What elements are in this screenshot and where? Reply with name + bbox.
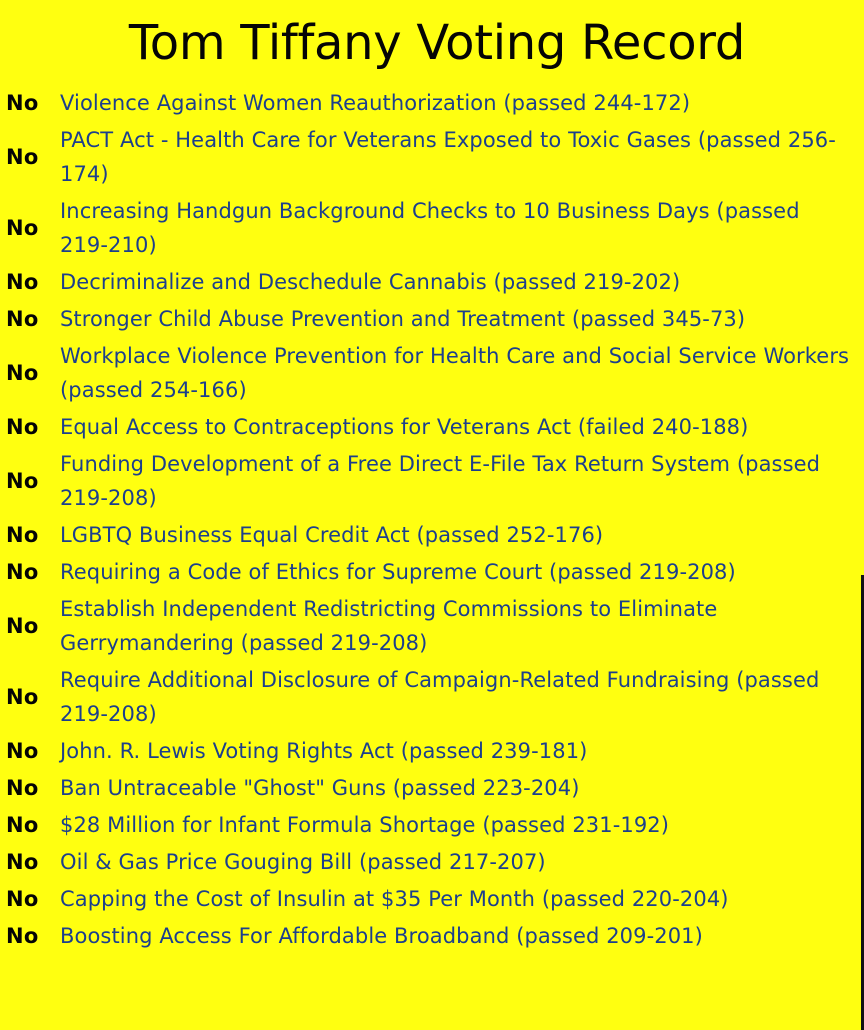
vote-label: No [6,306,39,331]
vote-row [0,263,864,300]
vote-row [0,337,864,408]
vote-label: No [6,684,39,709]
vote-label: No [6,849,39,874]
bill-description: Funding Development of a Free Direct E-File Tax Return System (passed 219-208) [60,451,821,510]
vote-row [0,553,864,590]
vote-label: No [6,738,39,763]
vote-row [0,880,864,917]
bill-description: Require Additional Disclosure of Campaign-Related Fundraising (passed 219-208) [60,667,820,726]
bill-description: Requiring a Code of Ethics for Supreme Court (passed 219-208) [60,559,736,584]
vote-label: No [6,414,39,439]
vote-label: No [6,90,39,115]
vote-label: No [6,215,39,240]
bill-description: LGBTQ Business Equal Credit Act (passed 252-176) [60,522,604,547]
vote-row [0,84,864,121]
bill-description: PACT Act - Health Care for Veterans Exposed to Toxic Gases (passed 256-174) [60,127,836,186]
vote-label: No [6,522,39,547]
vote-label: No [6,559,39,584]
vote-row [0,917,864,954]
vote-label: No [6,144,39,169]
vote-row [0,769,864,806]
bill-description: John. R. Lewis Voting Rights Act (passed 239-181) [60,738,588,763]
bill-description: Establish Independent Redistricting Commissions to Eliminate Gerrymandering (passed 219-208) [60,596,718,655]
vote-row [0,732,864,769]
vote-row [0,590,864,661]
bill-description: Boosting Access For Affordable Broadband (passed 209-201) [60,923,703,948]
vote-row [0,843,864,880]
bill-description: Increasing Handgun Background Checks to 10 Business Days (passed 219-210) [60,198,800,257]
bill-description: Oil & Gas Price Gouging Bill (passed 217-207) [60,849,546,874]
vote-label: No [6,468,39,493]
vote-row [0,445,864,516]
bill-description: Ban Untraceable "Ghost" Guns (passed 223-204) [60,775,580,800]
vote-list [0,84,864,954]
bill-description: Equal Access to Contraceptions for Veterans Act (failed 240-188) [60,414,749,439]
vote-row [0,408,864,445]
bill-description: Workplace Violence Prevention for Health Care and Social Service Workers (passed 254-166) [60,343,850,402]
page-title: Tom Tiffany Voting Record [128,15,746,71]
bill-description: Stronger Child Abuse Prevention and Treatment (passed 345-73) [60,306,746,331]
vote-row [0,192,864,263]
vote-label: No [6,613,39,638]
bill-description: Violence Against Women Reauthorization (passed 244-172) [60,90,691,115]
vote-row [0,661,864,732]
vote-label: No [6,360,39,385]
vote-label: No [6,886,39,911]
vote-row [0,516,864,553]
bill-description: $28 Million for Infant Formula Shortage (passed 231-192) [60,812,670,837]
vote-label: No [6,269,39,294]
vote-label: No [6,812,39,837]
vote-label: No [6,775,39,800]
bill-description: Capping the Cost of Insulin at $35 Per Month (passed 220-204) [60,886,729,911]
vote-row [0,121,864,192]
vote-row [0,806,864,843]
bill-description: Decriminalize and Deschedule Cannabis (passed 219-202) [60,269,681,294]
vote-row [0,300,864,337]
vote-label: No [6,923,39,948]
